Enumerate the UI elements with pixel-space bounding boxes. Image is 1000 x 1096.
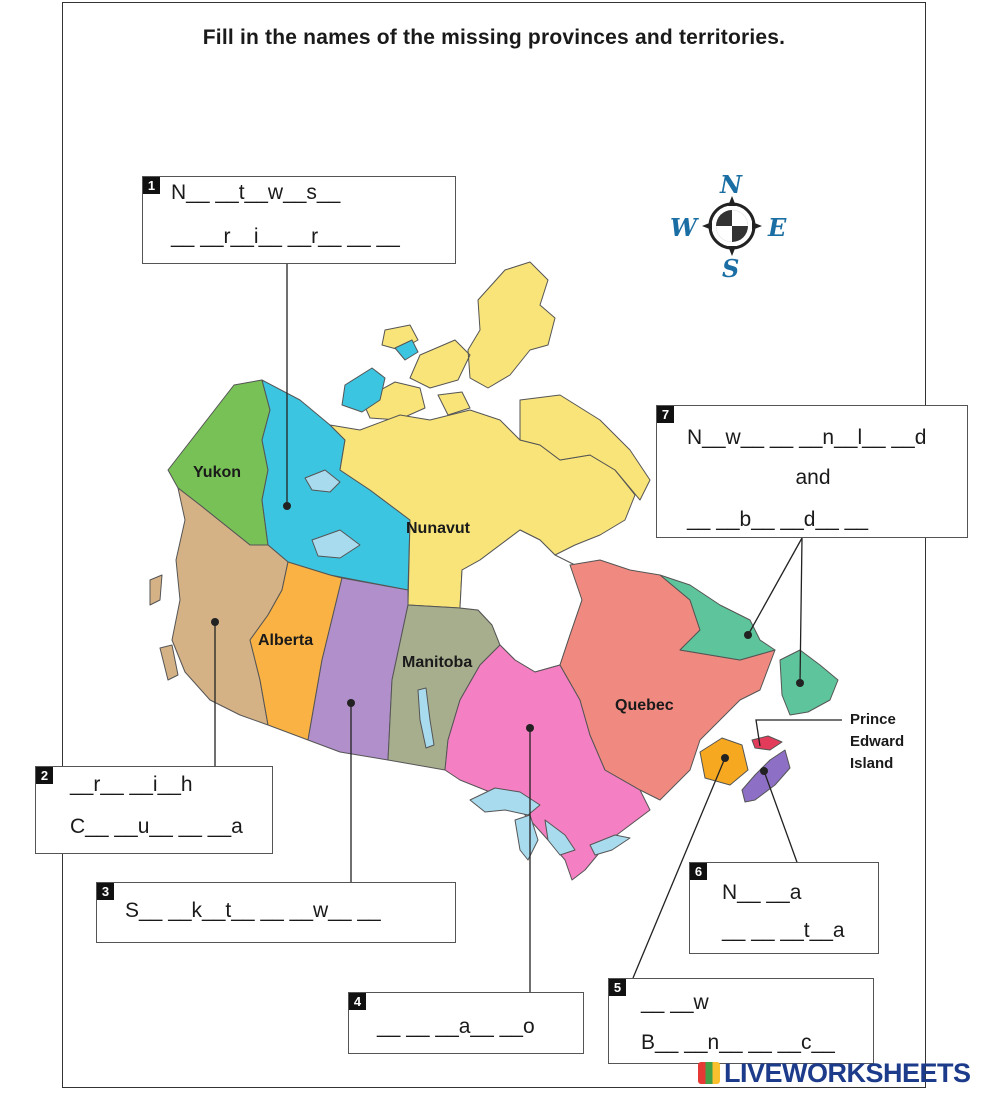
pei-region [752, 736, 782, 750]
answer-connector-word: and [795, 466, 831, 489]
arctic-islands [362, 262, 555, 420]
answer-hint-line: B__ __n__ __ __c__ [641, 1031, 835, 1054]
compass-north-label: N [720, 170, 742, 199]
box-number: 2 [36, 767, 53, 784]
bc-islands [150, 575, 178, 680]
answer-box-2[interactable] [35, 766, 273, 854]
answer-hint-line: S__ __k__t__ __ __w__ __ [125, 899, 381, 922]
newfoundland-island [780, 650, 838, 715]
answer-hint-line: N__w__ __ __n__l__ __d [687, 426, 927, 449]
compass-rose-icon [702, 196, 762, 256]
answer-box-6[interactable] [689, 862, 879, 954]
alberta-label: Alberta [258, 632, 314, 649]
pei-label-line3: Island [850, 755, 894, 772]
quebec-label: Quebec [615, 697, 674, 714]
box-number: 6 [690, 863, 707, 880]
compass-west-label: W [670, 213, 697, 242]
box-number: 4 [349, 993, 366, 1010]
answer-hint-line: __ __b__ __d__ __ [687, 508, 869, 531]
answer-hint-line: __ __ __a__ __o [377, 1015, 535, 1038]
answer-box-7[interactable] [656, 405, 968, 538]
answer-hint-line: C__ __u__ __ __a [70, 815, 243, 838]
answer-hint-line: N__ __a [722, 881, 802, 904]
nunavut-label: Nunavut [406, 520, 470, 537]
compass-east-label: E [768, 213, 787, 242]
box-number: 5 [609, 979, 626, 996]
page-title: Fill in the names of the missing provinces and territories. [202, 26, 786, 49]
box-number: 1 [143, 177, 160, 194]
yukon-label: Yukon [193, 464, 242, 481]
answer-box-5[interactable] [608, 978, 874, 1064]
manitoba-label: Manitoba [402, 654, 473, 671]
answer-box-3[interactable] [96, 882, 456, 943]
answer-hint-line: N__ __t__w__s__ [171, 181, 341, 204]
answer-hint-line: __r__ __i__h [70, 773, 193, 796]
liveworksheets-wordmark: LIVEWORKSHEETS [724, 1058, 971, 1088]
liveworksheets-logo-icon [698, 1062, 720, 1084]
compass-south-label: S [722, 254, 740, 283]
answer-box-1[interactable] [142, 176, 456, 264]
liveworksheets-logo [698, 1058, 971, 1089]
answer-box-4[interactable] [348, 992, 584, 1054]
answer-hint-line: __ __r__i__ __r__ __ __ [171, 225, 400, 248]
answer-hint-line: __ __w [641, 991, 709, 1014]
answer-hint-line: __ __ __t__a [722, 919, 845, 942]
pei-label-line2: Edward [850, 733, 905, 750]
box-number: 7 [657, 406, 674, 423]
pei-label-line1: Prince [850, 711, 896, 728]
box-number: 3 [97, 883, 114, 900]
